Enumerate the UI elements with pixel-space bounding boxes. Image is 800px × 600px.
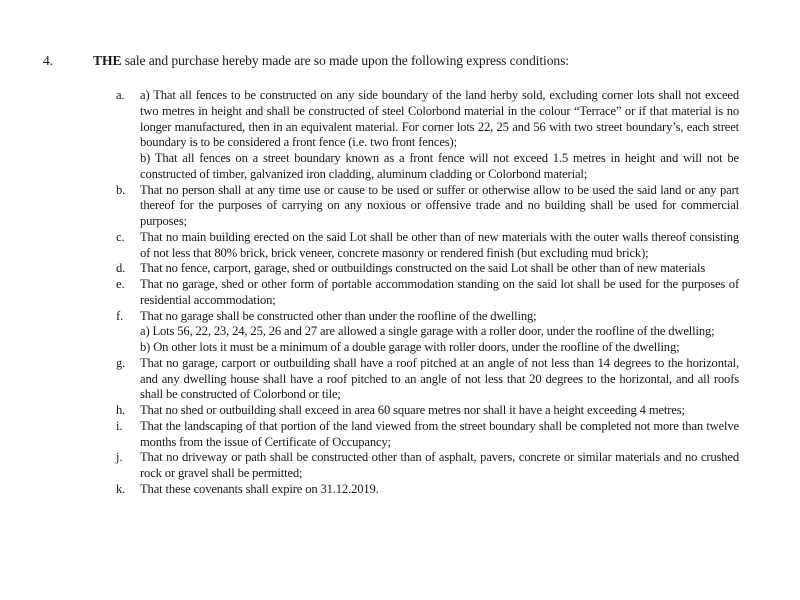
condition-paragraph: That no driveway or path shall be constructed other than of asphalt, pavers, concrete or similar materials and no crushed rock or gravel shall be permitted; xyxy=(140,450,739,480)
condition-body xyxy=(140,88,739,183)
condition-body xyxy=(140,309,739,356)
condition-e xyxy=(116,277,739,309)
condition-body xyxy=(140,261,739,277)
condition-paragraph: b) On other lots it must be a minimum of a double garage with roller doors, under the roofline of the dwelling; xyxy=(140,340,680,354)
condition-body xyxy=(140,183,739,230)
condition-letter: i. xyxy=(116,418,123,433)
conditions-list xyxy=(116,88,739,498)
condition-letter: c. xyxy=(116,229,125,244)
condition-paragraph: a) That all fences to be constructed on any side boundary of the land herby sold, excluding corner lots shall not exceed two metres in height and shall be constructed of steel Colorbond material in the colour “Terrace” or if that material is no longer manufactured, then in an equivalent material. For corner lots 22, 25 and 56 with two street boundary’s, each street boundary is to be considered a front fence (i.e. two front fences); xyxy=(140,88,739,150)
condition-paragraph: That no garage, shed or other form of portable accommodation standing on the said lot shall be used for the purposes of residential accommodation; xyxy=(140,277,739,307)
condition-letter: b. xyxy=(116,182,126,197)
condition-body xyxy=(140,482,739,498)
condition-paragraph: That no shed or outbuilding shall exceed in area 60 square metres nor shall it have a height exceeding 4 metres; xyxy=(140,403,685,417)
condition-k xyxy=(116,482,739,498)
condition-letter: f. xyxy=(116,308,124,323)
condition-f xyxy=(116,309,739,356)
clause-lead-text: sale and purchase hereby made are so made upon the following express conditions: xyxy=(121,53,569,68)
condition-d xyxy=(116,261,739,277)
condition-letter: k. xyxy=(116,481,126,496)
condition-paragraph: That no fence, carport, garage, shed or outbuildings constructed on the said Lot shall be other than of new materials xyxy=(140,261,706,276)
condition-paragraph: That the landscaping of that portion of the land viewed from the street boundary shall be completed not more than twelve months from the issue of Certificate of Occupancy; xyxy=(140,418,739,449)
condition-paragraph: That these covenants shall expire on 31.12.2019. xyxy=(140,481,379,496)
condition-body xyxy=(140,277,739,309)
condition-letter: d. xyxy=(116,261,126,276)
condition-c xyxy=(116,230,739,262)
condition-letter: e. xyxy=(116,277,125,291)
condition-g xyxy=(116,356,739,403)
condition-b xyxy=(116,183,739,230)
condition-body xyxy=(140,356,739,403)
condition-a xyxy=(116,88,739,183)
clause-text xyxy=(93,52,569,69)
condition-j xyxy=(116,450,739,482)
clause-lead-word: THE xyxy=(93,53,122,68)
condition-paragraph: a) Lots 56, 22, 23, 24, 25, 26 and 27 are allowed a single garage with a roller door, under the roofline of the dwelling; xyxy=(140,324,715,339)
condition-body xyxy=(140,419,739,451)
condition-paragraph: That no garage, carport or outbuilding shall have a roof pitched at an angle of not less than 14 degrees to the horizontal, and any dwelling house shall have a roof pitched to an angle of not less that 20 degrees to the horizontal, and all roofs shall be constructed of Colorbond or tile; xyxy=(140,355,739,402)
condition-letter: g. xyxy=(116,355,126,370)
condition-body xyxy=(140,230,739,262)
condition-h xyxy=(116,403,739,419)
condition-letter: h. xyxy=(116,403,126,417)
condition-paragraph: That no garage shall be constructed other than under the roofline of the dwelling; xyxy=(140,308,537,323)
condition-letter: a. xyxy=(116,88,125,102)
condition-letter: j. xyxy=(116,450,123,465)
condition-body xyxy=(140,403,739,419)
condition-body xyxy=(140,450,739,482)
condition-paragraph: b) That all fences on a street boundary known as a front fence will not exceed 1.5 metres in height and will not be constructed of timber, galvanized iron cladding, aluminum cladding or Colorbond material; xyxy=(140,151,739,181)
condition-i xyxy=(116,419,739,451)
condition-paragraph: That no main building erected on the said Lot shall be other than of new materials with the outer walls thereof consisting of not less that 80% brick, brick veneer, concrete masonry or rendered finish (but excluding mud brick); xyxy=(140,229,739,260)
clause-number: 4. xyxy=(43,53,53,68)
condition-paragraph: That no person shall at any time use or cause to be used or suffer or otherwise allow to be used the said land or any part thereof for the purposes of carrying on any noxious or offensive trade and no building shall be used for commercial purposes; xyxy=(140,182,739,228)
